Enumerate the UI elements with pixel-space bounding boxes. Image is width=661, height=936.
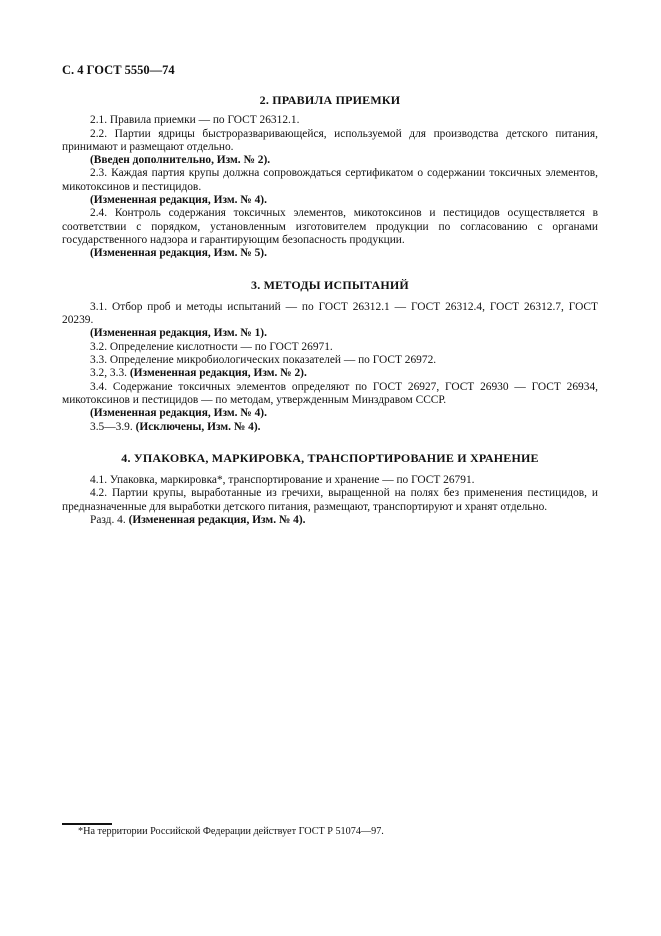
page-header: С. 4 ГОСТ 5550—74 — [62, 63, 175, 77]
footnote-rule — [62, 823, 112, 825]
amendment-note: (Измененная редакция, Изм. № 1). — [90, 327, 267, 340]
amendment-note: (Измененная редакция, Изм. № 4). — [128, 514, 306, 527]
amendment-note: (Измененная редакция, Изм. № 4). — [90, 407, 267, 420]
paragraph-3-2: 3.2. Определение кислотности — по ГОСТ 26971. — [90, 340, 333, 353]
paragraph-2-4: 2.4. Контроль содержания токсичных элементов, микотоксинов и пестицидов осуществляется в соответствии с порядком, установленным изготовителем продукции по согласованию с органами государственного надзора и гарантирующим безопасность продукции. — [62, 207, 598, 246]
paragraph-3-1: 3.1. Отбор проб и методы испытаний — по ГОСТ 26312.1 — ГОСТ 26312.4, ГОСТ 26312.7, ГОСТ 20239. — [62, 300, 598, 327]
paragraph-2-2: 2.2. Партии ядрицы быстроразваривающейся, используемой для производства детского питания, принимают и размещают отдельно. — [62, 127, 598, 153]
amendment-note: (Измененная редакция, Изм. № 2). — [129, 367, 307, 380]
amendment-note: (Измененная редакция, Изм. № 5). — [90, 247, 267, 260]
paragraph-4-1: 4.1. Упаковка, маркировка*, транспортирование и хранение — по ГОСТ 26791. — [90, 474, 475, 487]
paragraph-3-4: 3.4. Содержание токсичных элементов определяют по ГОСТ 26927, ГОСТ 26930 — ГОСТ 26934, микотоксинов и пестицидов — по методам, утвержденным Минздравом СССР. — [62, 380, 598, 406]
section-4-note — [62, 514, 598, 527]
amendment-note: (Исключены, Изм. № 4). — [135, 420, 261, 433]
paragraph-2-1: 2.1. Правила приемки — по ГОСТ 26312.1. — [90, 114, 300, 127]
section-4-title: 4. УПАКОВКА, МАРКИРОВКА, ТРАНСПОРТИРОВАНИЕ И ХРАНЕНИЕ — [121, 450, 539, 465]
note-prefix: Разд. 4. — [90, 514, 129, 527]
section-3-title: 3. МЕТОДЫ ИСПЫТАНИЙ — [251, 277, 409, 292]
paragraph-2-3: 2.3. Каждая партия крупы должна сопровождаться сертификатом о содержании токсичных элементов, микотоксинов и пестицидов. — [62, 167, 598, 193]
paragraph-3-5-3-9 — [62, 421, 598, 434]
paragraph-4-2: 4.2. Партии крупы, выработанные из гречихи, выращенной на полях без применения пестицидов, и предназначенные для выработки детского питания, размещают, транспортируют и хранят отдельно. — [62, 487, 598, 513]
note-prefix: 3.5—3.9. — [90, 420, 136, 433]
note-prefix: 3.2, 3.3. — [90, 367, 130, 380]
paragraph-3-3: 3.3. Определение микробиологических показателей — по ГОСТ 26972. — [90, 354, 437, 367]
document-body — [62, 94, 598, 527]
paragraph-3-2-3-3-note — [62, 367, 598, 380]
amendment-note: (Введен дополнительно, Изм. № 2). — [90, 154, 271, 167]
section-2-title: 2. ПРАВИЛА ПРИЕМКИ — [259, 93, 401, 107]
amendment-note: (Измененная редакция, Изм. № 4). — [90, 194, 267, 207]
footnote: *На территории Российской Федерации действует ГОСТ Р 51074—97. — [78, 826, 384, 837]
